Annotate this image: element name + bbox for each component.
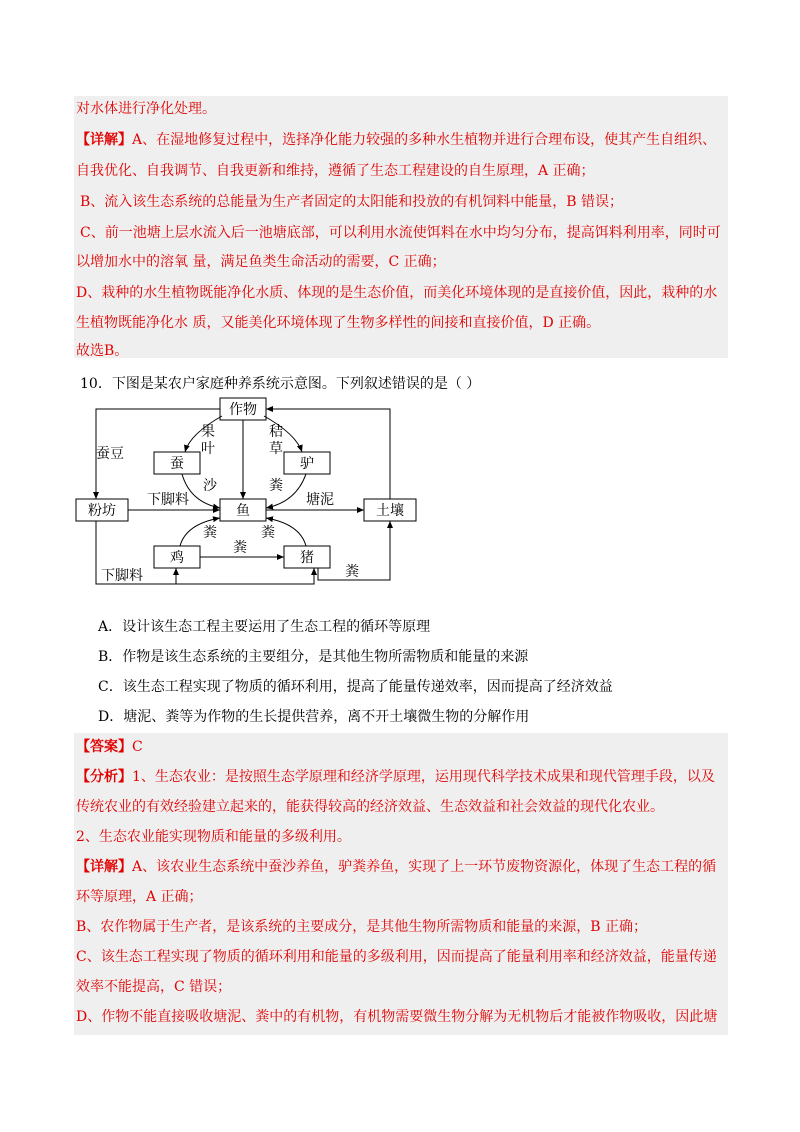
text-line: 自我优化、自我调节、自我更新和维持，遵循了生态工程建设的自生原理，A 正确； — [76, 163, 595, 179]
label-offal-top: 下脚料 — [147, 492, 189, 508]
text-line: 效率不能提高，C 错误； — [76, 979, 232, 995]
label-fruit-2: 叶 — [201, 441, 215, 457]
label-straw-2: 草 — [269, 441, 283, 457]
ecosystem-diagram — [70, 394, 430, 594]
answer-tag: 【答案】 — [76, 739, 132, 755]
text-line: D、栽种的水生植物既能净化水质、体现的是生态价值，而美化环境体现的是直接价值，因此，栽种的水 — [76, 285, 718, 301]
node-soil: 土壤 — [376, 503, 404, 519]
label-manure-mid: 粪 — [233, 540, 247, 556]
label-manure-chicken: 粪 — [203, 525, 217, 541]
label-manure-pig: 粪 — [261, 525, 275, 541]
text-line: 对水体进行净化处理。 — [76, 101, 216, 117]
text-line: 生植物既能净化水 质，又能美化环境体现了生物多样性的间接和直接价值，D 正确。 — [76, 315, 601, 331]
label-manure-donkey: 粪 — [269, 478, 283, 494]
node-pig: 猪 — [300, 550, 314, 566]
text-line: C、该生态工程实现了物质的循环利用和能量的多级利用，因而提高了能量利用率和经济效益，能量传递 — [76, 949, 717, 965]
node-silkworm: 蚕 — [170, 456, 184, 472]
detail-tag: 【详解】 — [76, 859, 132, 875]
node-mill: 粉坊 — [88, 503, 116, 519]
node-fish: 鱼 — [236, 503, 250, 519]
option-d: D．塘泥、粪等为作物的生长提供营养，离不开土壤微生物的分解作用 — [98, 709, 530, 725]
text-line: 【分析】1、生态农业：是按照生态学原理和经济学原理，运用现代科学技术成果和现代管理手段，以及 — [76, 769, 715, 785]
answer-value: C — [132, 739, 143, 755]
text-line: 【详解】A、在湿地修复过程中，选择净化能力较强的多种水生植物并进行合理布设，使其产生自组织、 — [76, 132, 717, 148]
node-crop: 作物 — [229, 402, 257, 418]
answer-line — [76, 738, 143, 756]
label-sand: 沙 — [203, 478, 217, 494]
analysis-tag: 【分析】 — [76, 769, 132, 785]
question-stem: 10．下图是某农户家庭种养系统示意图。下列叙述错误的是（ ） — [80, 376, 481, 392]
text-line: 环等原理，A 正确； — [76, 889, 203, 905]
option-a: A．设计该生态工程主要运用了生态工程的循环等原理 — [98, 619, 431, 635]
detail-tag: 【详解】 — [76, 132, 132, 148]
label-pond-mud: 塘泥 — [306, 492, 334, 508]
text-line: C、前一池塘上层水流入后一池塘底部，可以利用水流使饵料在水中均匀分布，提高饵料利用率，同时可 — [80, 225, 721, 241]
label-fruit-1: 果 — [201, 424, 215, 440]
node-chicken: 鸡 — [170, 550, 184, 566]
text-line: B、农作物属于生产者，是该系统的主要成分，是其他生物所需物质和能量的来源，B 正确； — [76, 919, 648, 935]
node-donkey: 驴 — [300, 456, 314, 472]
text-line: B、流入该生态系统的总能量为生产者固定的太阳能和投放的有机饲料中能量，B 错误； — [80, 194, 624, 210]
option-b: B．作物是该生态系统的主要组分，是其他生物所需物质和能量的来源 — [98, 649, 529, 665]
text-line: 2、生态农业能实现物质和能量的多级利用。 — [76, 829, 351, 845]
label-offal-bottom: 下脚料 — [101, 568, 143, 584]
option-c: C．该生态工程实现了物质的循环利用，提高了能量传递效率，因而提高了经济效益 — [98, 679, 613, 695]
label-straw-1: 秸 — [269, 424, 283, 440]
text-line: 故选B。 — [76, 343, 129, 359]
text-line: 以增加水中的溶氧 量，满足鱼类生命活动的需要，C 正确； — [76, 254, 446, 270]
text-line: 传统农业的有效经验建立起来的，能获得较高的经济效益、生态效益和社会效益的现代化农业。 — [76, 799, 664, 815]
text-line: D、作物不能直接吸收塘泥、粪中的有机物，有机物需要微生物分解为无机物后才能被作物吸收，因此塘 — [76, 1009, 718, 1025]
label-silkworm-bean: 蚕豆 — [96, 446, 124, 462]
label-manure-pig-soil: 粪 — [345, 564, 359, 580]
text-line: 【详解】A、该农业生态系统中蚕沙养鱼，驴粪养鱼，实现了上一环节废物资源化，体现了生态工程的循 — [76, 859, 717, 875]
